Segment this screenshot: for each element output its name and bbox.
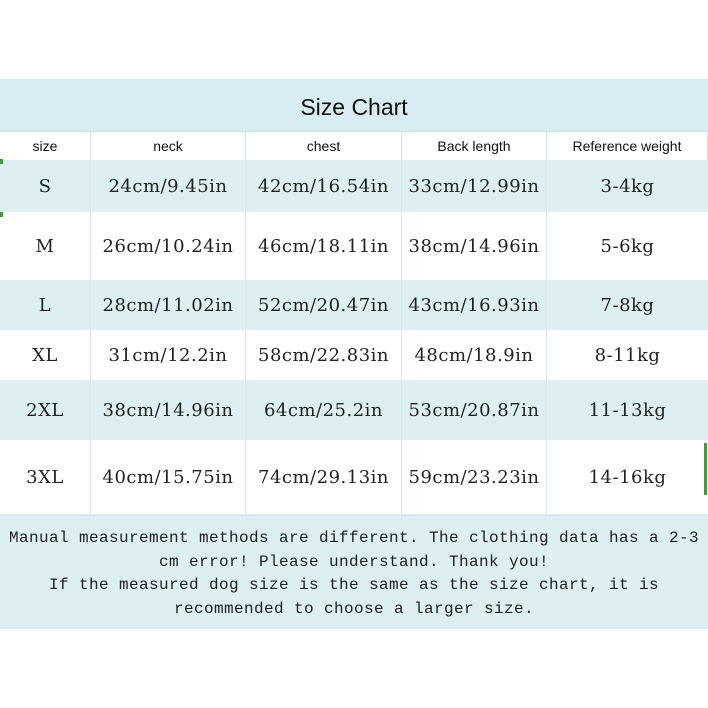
back-length-cell: 43cm/16.93in: [402, 280, 547, 330]
header-row: [0, 131, 708, 161]
table-row: [0, 380, 708, 440]
size-cell: 3XL: [0, 440, 91, 514]
corner-accent: [0, 159, 3, 164]
table-row: [0, 330, 708, 380]
weight-cell: 8-11kg: [594, 344, 661, 366]
size-cell: L: [0, 280, 91, 330]
note-line: recommended to choose a larger size.: [173, 599, 535, 618]
neck-cell: 38cm/14.96in: [91, 380, 246, 440]
header-chest: chest: [246, 132, 402, 160]
corner-accent: [0, 212, 3, 217]
table-row: [0, 280, 708, 330]
neck-cell: 24cm/9.45in: [91, 160, 246, 212]
neck-cell: 31cm/12.2in: [91, 330, 246, 380]
weight-cell: 3-4kg: [600, 175, 655, 197]
chart-title: Size Chart: [300, 93, 408, 120]
chest-cell: 46cm/18.11in: [246, 212, 402, 280]
weight-cell: 7-8kg: [600, 294, 655, 316]
chest-cell: 42cm/16.54in: [246, 160, 402, 212]
size-cell: M: [0, 212, 91, 280]
edge-accent: [704, 443, 707, 495]
size-chart: [0, 79, 708, 629]
table-row: [0, 212, 708, 280]
table-row: [0, 160, 708, 212]
note-line: If the measured dog size is the same as the size chart, it is: [48, 576, 660, 594]
weight-cell: 14-16kg: [588, 466, 667, 488]
note-line: cm error! Please understand. Thank you!: [158, 552, 550, 571]
back-length-cell: 33cm/12.99in: [402, 160, 547, 212]
size-cell: S: [0, 160, 91, 212]
title-bar: [0, 79, 708, 131]
back-length-cell: 48cm/18.9in: [402, 330, 547, 380]
measurement-note: [0, 515, 708, 629]
note-line: Manual measurement methods are different. The clothing data has a 2-3: [8, 529, 700, 547]
table-row: [0, 440, 708, 514]
chest-cell: 58cm/22.83in: [246, 330, 402, 380]
table-body: [0, 160, 708, 514]
chest-cell: 52cm/20.47in: [246, 280, 402, 330]
neck-cell: 40cm/15.75in: [91, 440, 246, 514]
header-reference-weight: Reference weight: [547, 132, 708, 160]
size-cell: XL: [0, 330, 91, 380]
chest-cell: 64cm/25.2in: [246, 380, 402, 440]
weight-cell: 11-13kg: [588, 399, 667, 421]
back-length-cell: 59cm/23.23in: [402, 440, 547, 514]
header-back-length: Back length: [402, 132, 547, 160]
header-neck: neck: [91, 132, 246, 160]
neck-cell: 26cm/10.24in: [91, 212, 246, 280]
size-cell: 2XL: [0, 380, 91, 440]
back-length-cell: 38cm/14.96in: [402, 212, 547, 280]
weight-cell: 5-6kg: [600, 235, 655, 257]
back-length-cell: 53cm/20.87in: [402, 380, 547, 440]
header-size: size: [0, 132, 91, 160]
neck-cell: 28cm/11.02in: [91, 280, 246, 330]
chest-cell: 74cm/29.13in: [246, 440, 402, 514]
